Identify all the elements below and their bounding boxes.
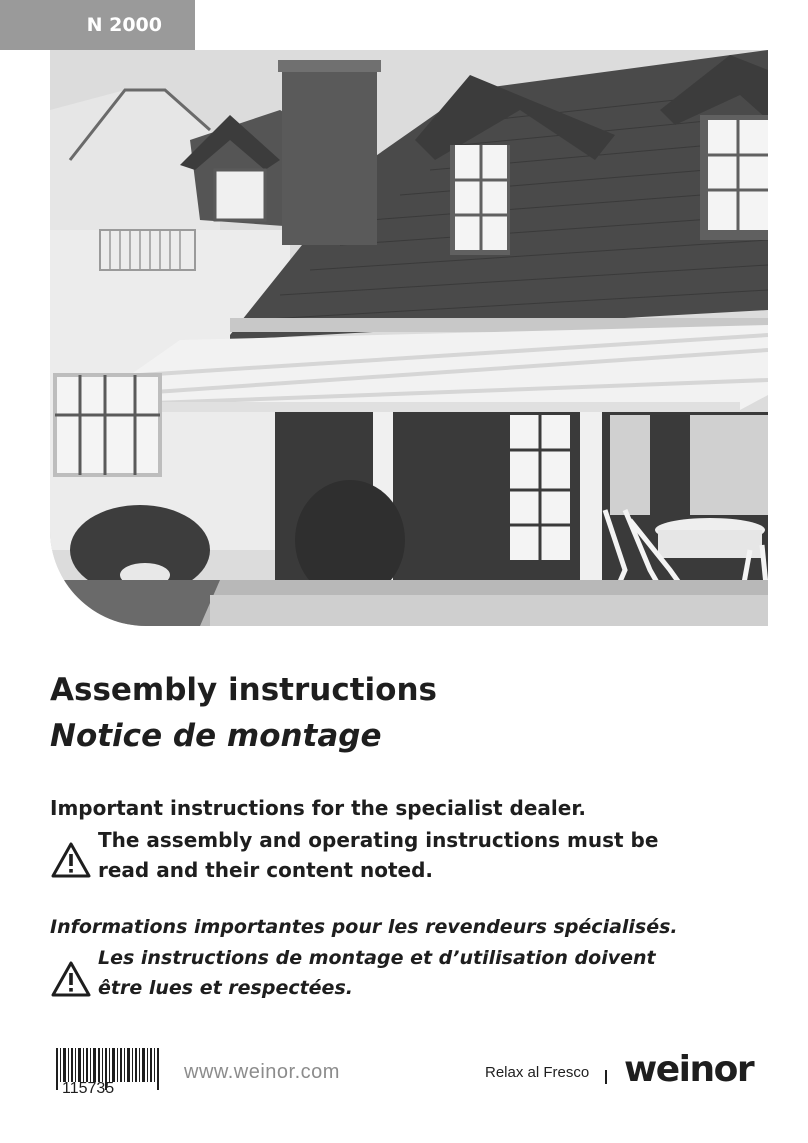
model-label: N 2000	[86, 14, 162, 36]
barcode-number: 115735	[62, 1080, 115, 1097]
title-english: Assembly instructions	[50, 672, 438, 708]
english-notice-line2: read and their content noted.	[98, 858, 433, 882]
warning-triangle-icon	[50, 960, 92, 998]
cover-photo	[50, 50, 768, 626]
website-link[interactable]: www.weinor.com	[184, 1061, 340, 1083]
brand-tagline: Relax al Fresco	[485, 1064, 590, 1081]
english-notice-lead: Important instructions for the specialist dealer.	[50, 796, 586, 820]
french-notice-line2: être lues et respectées.	[98, 977, 353, 999]
weinor-logo: weinor	[624, 1049, 754, 1090]
tagline-separator	[605, 1070, 607, 1084]
warning-triangle-icon	[50, 841, 92, 879]
model-tab	[0, 0, 195, 50]
english-notice-line1: The assembly and operating instructions must be	[98, 828, 659, 852]
title-french: Notice de montage	[50, 718, 382, 754]
french-notice-line1: Les instructions de montage et d’utilisation doivent	[98, 947, 656, 969]
french-notice-lead: Informations importantes pour les revendeurs spécialisés.	[50, 916, 678, 938]
